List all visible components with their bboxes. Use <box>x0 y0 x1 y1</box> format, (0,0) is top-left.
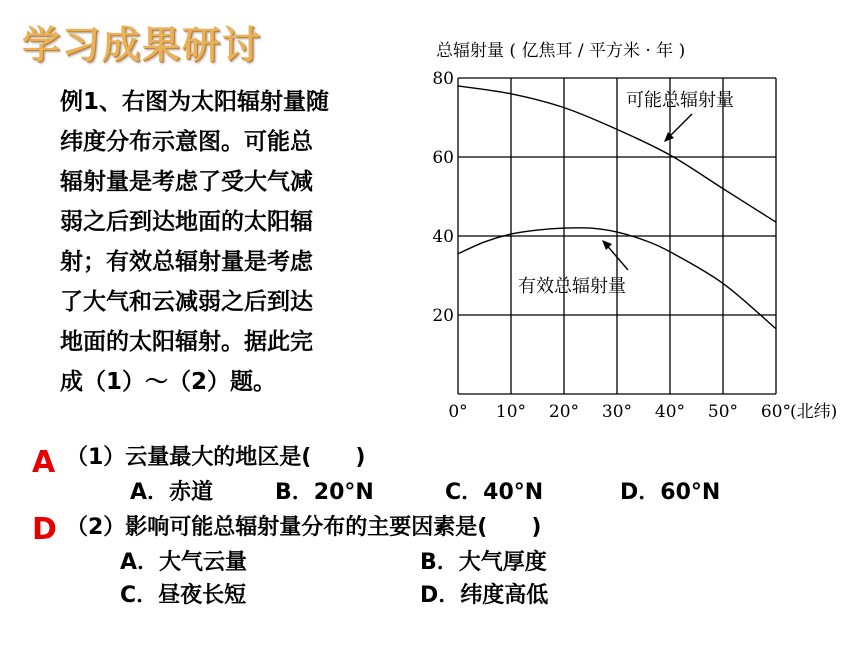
intro-line: 成（1）～（2）题。 <box>60 369 277 395</box>
intro-line: 弱之后到达地面的太阳辐 <box>60 209 313 235</box>
question-1-option-b: B．20°N <box>275 480 374 505</box>
intro-line: 辐射量是考虑了受大气减 <box>60 169 313 195</box>
annotation-arrowhead-effective <box>602 240 612 250</box>
series-label-effective: 有效总辐射量 <box>518 276 626 297</box>
x-axis-label: (北纬) <box>790 402 838 422</box>
question-2-stem: （2）影响可能总辐射量分布的主要因素是( ) <box>66 515 542 540</box>
answer-1: A <box>32 445 56 480</box>
question-2-option-c: C．昼夜长短 <box>120 583 247 608</box>
question-1-option-d: D．60°N <box>620 480 721 505</box>
radiation-chart <box>400 30 860 430</box>
page-title: 学习成果研讨 <box>22 23 263 67</box>
question-2-option-b: B．大气厚度 <box>420 550 547 575</box>
series-label-possible: 可能总辐射量 <box>626 90 734 111</box>
y-tick-labels <box>432 69 454 326</box>
y-tick-label: 80 <box>432 69 454 89</box>
intro-line: 纬度分布示意图。可能总 <box>60 129 313 155</box>
question-1-option-a: A．赤道 <box>130 480 214 505</box>
y-tick-label: 20 <box>432 306 454 326</box>
x-tick-label: 30° <box>601 402 633 422</box>
series-annotations <box>518 90 734 297</box>
intro-line: 地面的太阳辐射。据此完 <box>60 329 313 355</box>
x-tick-label: 50° <box>707 402 739 422</box>
y-tick-label: 40 <box>432 227 454 247</box>
intro-line: 例1、右图为太阳辐射量随 <box>60 89 330 115</box>
y-tick-label: 60 <box>432 148 454 168</box>
question-1-stem: （1）云量最大的地区是( ) <box>66 445 366 470</box>
x-tick-label: 10° <box>495 402 527 422</box>
question-2-option-d: D．纬度高低 <box>420 583 549 608</box>
intro-line: 了大气和云减弱之后到达 <box>60 289 313 315</box>
answer-2: D <box>32 512 57 547</box>
intro-line: 射；有效总辐射量是考虑 <box>60 249 313 275</box>
chart-title: 总辐射量 ( 亿焦耳 / 平方米 · 年 ) <box>436 41 686 61</box>
x-tick-label: 0° <box>448 402 468 422</box>
question-2-option-a: A．大气云量 <box>120 550 248 575</box>
intro-text <box>60 82 390 402</box>
x-tick-label: 20° <box>548 402 580 422</box>
x-tick-label: 60° <box>760 402 792 422</box>
question-1-option-c: C．40°N <box>445 480 544 505</box>
x-tick-label: 40° <box>654 402 686 422</box>
x-tick-labels <box>448 402 791 422</box>
